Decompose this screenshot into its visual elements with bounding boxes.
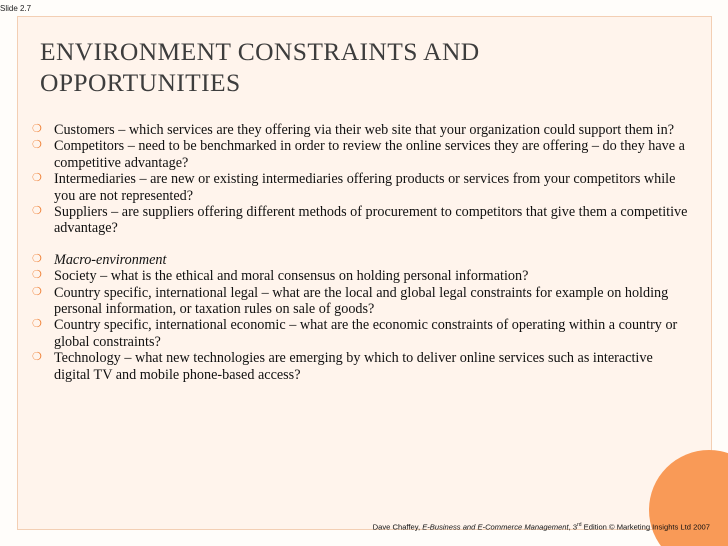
bullet-icon: ❍ — [32, 351, 42, 364]
bullet-icon: ❍ — [32, 269, 42, 282]
list-item-text: Competitors – need to be benchmarked in order to review the online services they are offering – do they have a competitive advantage? — [54, 138, 685, 171]
list-item — [32, 204, 692, 237]
list-item-text: Intermediaries – are new or existing intermediaries offering products or services from your competitors while you are not represented? — [54, 171, 676, 204]
bullet-icon: ❍ — [32, 252, 42, 265]
footer-citation — [373, 522, 710, 532]
list-item-text: Macro-environment — [54, 251, 167, 268]
slide-title: ENVIRONMENT CONSTRAINTS AND OPPORTUNITIES — [40, 37, 480, 97]
list-item-text: Country specific, international legal – what are the local and global legal constraints for example on holding personal information, or taxation rules on sale of goods? — [54, 284, 669, 318]
list-item — [32, 317, 692, 350]
list-item-text: Society – what is the ethical and moral consensus on holding personal information? — [54, 268, 529, 285]
list-item — [32, 350, 692, 383]
slide-number: Slide 2.7 — [0, 4, 32, 13]
bullet-icon: ❍ — [32, 285, 42, 298]
list-item-text: Suppliers – are suppliers offering different methods of procurement to competitors that give them a competitive advantage? — [54, 204, 688, 237]
list-item — [32, 285, 692, 318]
list-item-text: Country specific, international economic – what are the economic constraints of operating within a country or global constraints? — [54, 317, 678, 350]
list-item — [32, 122, 692, 138]
footer-author: Dave Chaffey, — [372, 522, 423, 532]
bullet-icon: ❍ — [32, 172, 42, 185]
bullet-icon: ❍ — [32, 123, 42, 135]
list-item — [32, 252, 692, 268]
list-item-text: Customers – which services are they offering via their web site that your organization could support them in? — [54, 122, 675, 138]
bullet-icon: ❍ — [32, 205, 42, 218]
bullet-list — [32, 122, 692, 383]
footer-edition-sup: rd — [577, 522, 582, 528]
list-item-text: Technology – what new technologies are emerging by which to deliver online services such as interactive digital TV and mobile phone-based access? — [54, 350, 653, 383]
bullet-icon: ❍ — [32, 139, 42, 152]
list-item — [32, 268, 692, 284]
footer-book-title: E-Business and E-Commerce Management — [422, 522, 569, 532]
bullet-icon: ❍ — [32, 318, 42, 331]
footer-edition-post: Edition © Marketing Insights Ltd 2007 — [581, 522, 710, 532]
list-item — [32, 138, 692, 171]
list-item — [32, 171, 692, 204]
footer-edition-pre: , 3 — [568, 522, 578, 532]
